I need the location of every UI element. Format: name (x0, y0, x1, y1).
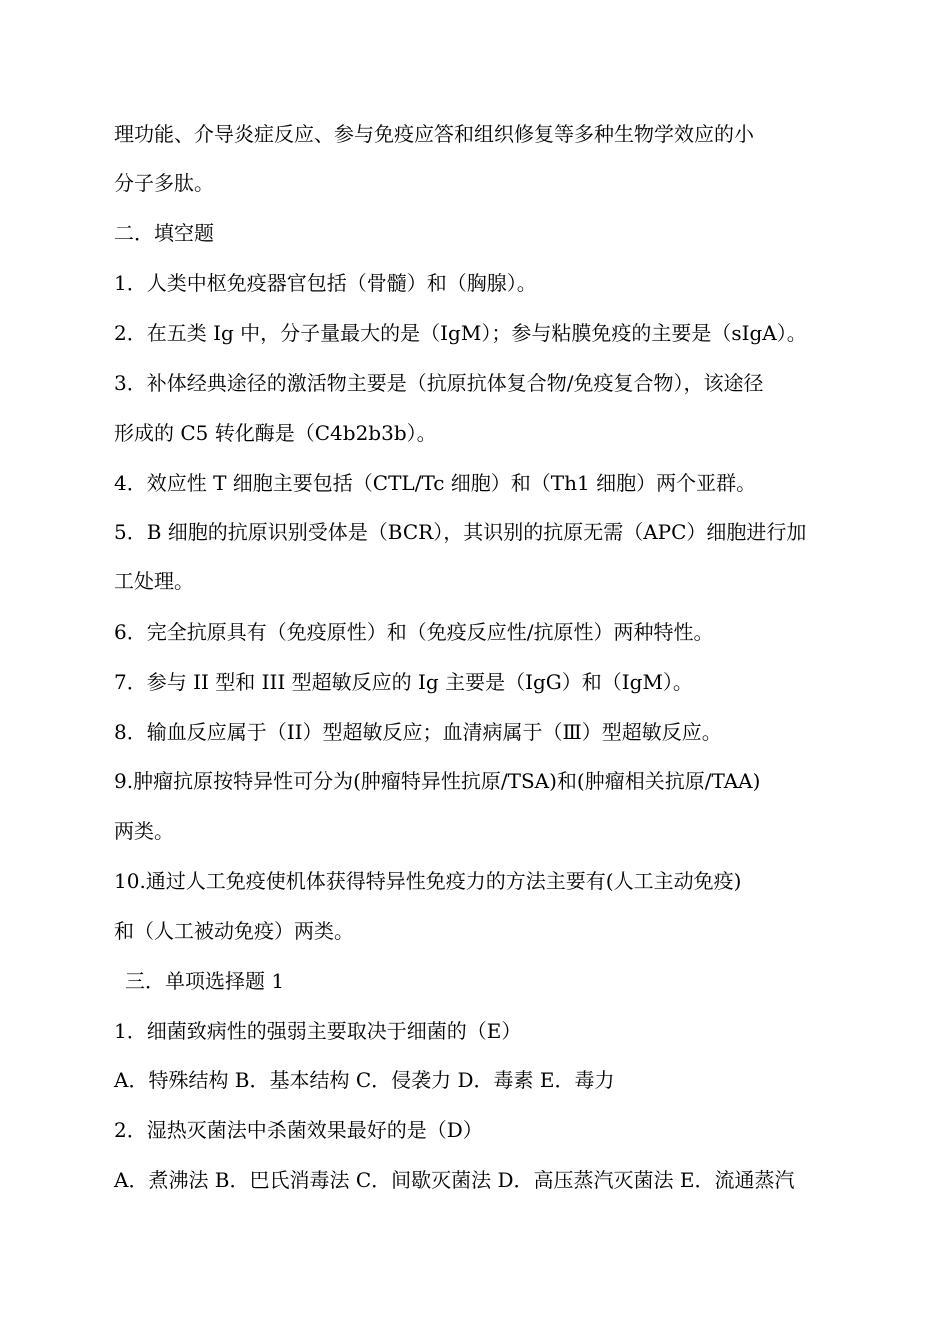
question-2: 2．在五类 Ig 中，分子量最大的是（IgM）；参与粘膜免疫的主要是（sIgA）。 (114, 321, 807, 345)
choice-question-1: 1．细菌致病性的强弱主要取决于细菌的（E） (114, 1019, 522, 1043)
question-10-cont: 和（人工被动免疫）两类。 (114, 919, 354, 943)
question-9-cont: 两类。 (114, 819, 174, 843)
question-3: 3．补体经典途径的激活物主要是（抗原抗体复合物/免疫复合物），该途径 (114, 371, 764, 395)
text-line-2: 分子多肽。 (114, 171, 214, 195)
question-10: 10.通过人工免疫使机体获得特异性免疫力的方法主要有(人工主动免疫) (114, 869, 742, 893)
question-5: 5．B 细胞的抗原识别受体是（BCR），其识别的抗原无需（APC）细胞进行加 (114, 520, 807, 544)
choice-question-2-options: A．煮沸法 B．巴氏消毒法 C．间歇灭菌法 D．高压蒸汽灭菌法 E．流通蒸汽 (114, 1168, 795, 1192)
section-heading-single-choice: 三．单项选择题 1 (125, 969, 285, 993)
choice-question-1-options: A．特殊结构 B．基本结构 C．侵袭力 D．毒素 E．毒力 (114, 1068, 615, 1092)
text-line-1: 理功能、介导炎症反应、参与免疫应答和组织修复等多种生物学效应的小 (114, 122, 754, 146)
question-5-cont: 工处理。 (114, 569, 194, 593)
question-6: 6．完全抗原具有（免疫原性）和（免疫反应性/抗原性）两种特性。 (114, 620, 714, 644)
choice-question-2: 2．湿热灭菌法中杀菌效果最好的是（D） (114, 1118, 483, 1142)
question-3-cont: 形成的 C5 转化酶是（C4b2b3b）。 (114, 421, 437, 445)
question-4: 4．效应性 T 细胞主要包括（CTL/Tc 细胞）和（Th1 细胞）两个亚群。 (114, 471, 757, 495)
section-heading-fill-blank: 二．填空题 (114, 221, 214, 245)
question-9: 9.肿瘤抗原按特异性可分为(肿瘤特异性抗原/TSA)和(肿瘤相关抗原/TAA) (114, 769, 761, 793)
question-1: 1．人类中枢免疫器官包括（骨髓）和（胸腺）。 (114, 271, 537, 295)
question-8: 8．输血反应属于（II）型超敏反应；血清病属于（Ⅲ）型超敏反应。 (114, 720, 722, 744)
question-7: 7．参与 II 型和 III 型超敏反应的 Ig 主要是（IgG）和（IgM）。 (114, 670, 693, 694)
